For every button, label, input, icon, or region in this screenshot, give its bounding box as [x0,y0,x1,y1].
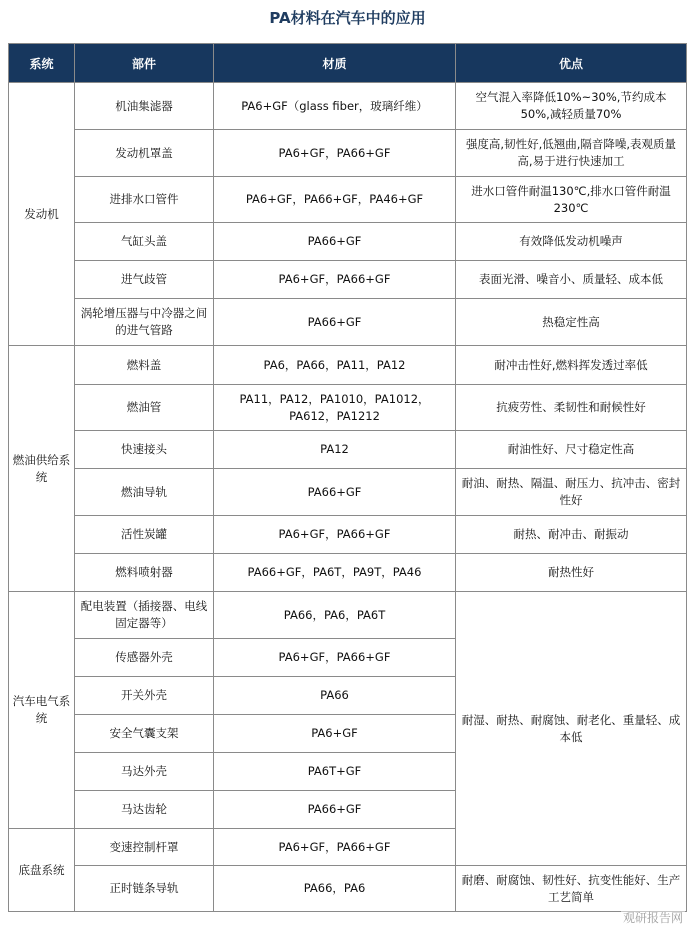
table-row [9,261,687,299]
material-cell: PA12 [214,431,456,469]
system-fuel: 燃油供给系统 [9,346,75,592]
part-cell: 进气歧管 [75,261,214,299]
advantage-cell: 表面光滑、噪音小、质量轻、成本低 [456,261,687,299]
system-electrical: 汽车电气系统 [9,592,75,829]
system-chassis: 底盘系统 [9,829,75,912]
table-row [9,346,687,385]
material-cell: PA66，PA6，PA6T [214,592,456,639]
advantage-cell-shared: 耐湿、耐热、耐腐蚀、耐老化、重量轻、成本低 [456,592,687,866]
material-cell: PA6+GF [214,715,456,753]
advantage-cell: 空气混入率降低10%~30%,节约成本50%,减轻质量70% [456,83,687,130]
table-row [9,469,687,516]
material-cell: PA6+GF，PA66+GF [214,639,456,677]
advantage-cell: 热稳定性高 [456,299,687,346]
material-cell: PA66+GF [214,223,456,261]
advantage-cell: 耐热、耐冲击、耐振动 [456,516,687,554]
material-cell: PA6+GF，PA66+GF [214,130,456,177]
advantage-cell: 耐热性好 [456,554,687,592]
material-cell: PA66+GF [214,791,456,829]
part-cell: 变速控制杆罩 [75,829,214,866]
table-row [9,83,687,130]
part-cell: 燃油管 [75,385,214,431]
part-cell: 气缸头盖 [75,223,214,261]
advantage-cell: 有效降低发动机噪声 [456,223,687,261]
part-cell: 燃料喷射器 [75,554,214,592]
material-cell: PA6+GF，PA66+GF [214,261,456,299]
table-row [9,299,687,346]
part-cell: 安全气囊支架 [75,715,214,753]
material-cell: PA6+GF，PA66+GF [214,516,456,554]
table-row [9,866,687,912]
header-system: 系统 [9,44,75,83]
table-row [9,554,687,592]
material-cell: PA6，PA66，PA11，PA12 [214,346,456,385]
material-cell: PA11，PA12，PA1010，PA1012，PA612，PA1212 [214,385,456,431]
part-cell: 燃料盖 [75,346,214,385]
page-title: PA材料在汽车中的应用 [269,9,426,27]
header-advantage: 优点 [456,44,687,83]
advantage-cell: 耐磨、耐腐蚀、韧性好、抗变性能好、生产工艺简单 [456,866,687,912]
material-cell: PA66，PA6 [214,866,456,912]
advantage-cell: 进水口管件耐温130℃,排水口管件耐温230℃ [456,177,687,223]
advantage-cell: 耐油性好、尺寸稳定性高 [456,431,687,469]
material-cell: PA6+GF，PA66+GF，PA46+GF [214,177,456,223]
part-cell: 燃油导轨 [75,469,214,516]
material-cell: PA66 [214,677,456,715]
material-cell: PA66+GF，PA6T，PA9T，PA46 [214,554,456,592]
part-cell: 配电装置（插接器、电线固定器等） [75,592,214,639]
system-engine: 发动机 [9,83,75,346]
advantage-cell: 强度高,韧性好,低翘曲,隔音降噪,表观质量高,易于进行快速加工 [456,130,687,177]
table-row [9,516,687,554]
material-cell: PA6T+GF [214,753,456,791]
advantage-cell: 耐冲击性好,燃料挥发透过率低 [456,346,687,385]
part-cell: 活性炭罐 [75,516,214,554]
header-material: 材质 [214,44,456,83]
table-row [9,385,687,431]
table-header-row [9,44,687,83]
part-cell: 正时链条导轨 [75,866,214,912]
watermark-text: 观研报告网 [622,911,683,925]
material-cell: PA66+GF [214,469,456,516]
table-row [9,223,687,261]
header-part: 部件 [75,44,214,83]
table-row [9,431,687,469]
part-cell: 开关外壳 [75,677,214,715]
advantage-cell: 抗疲劳性、柔韧性和耐候性好 [456,385,687,431]
material-cell: PA6+GF，PA66+GF [214,829,456,866]
table-row [9,592,687,639]
table-row [9,177,687,223]
part-cell: 快速接头 [75,431,214,469]
pa-application-table [8,43,687,912]
part-cell: 马达外壳 [75,753,214,791]
part-cell: 传感器外壳 [75,639,214,677]
material-cell: PA66+GF [214,299,456,346]
material-cell: PA6+GF（glass fiber，玻璃纤维） [214,83,456,130]
table-row [9,130,687,177]
part-cell: 涡轮增压器与中冷器之间的进气管路 [75,299,214,346]
part-cell: 发动机罩盖 [75,130,214,177]
advantage-cell: 耐油、耐热、隔温、耐压力、抗冲击、密封性好 [456,469,687,516]
part-cell: 进排水口管件 [75,177,214,223]
part-cell: 机油集滤器 [75,83,214,130]
part-cell: 马达齿轮 [75,791,214,829]
